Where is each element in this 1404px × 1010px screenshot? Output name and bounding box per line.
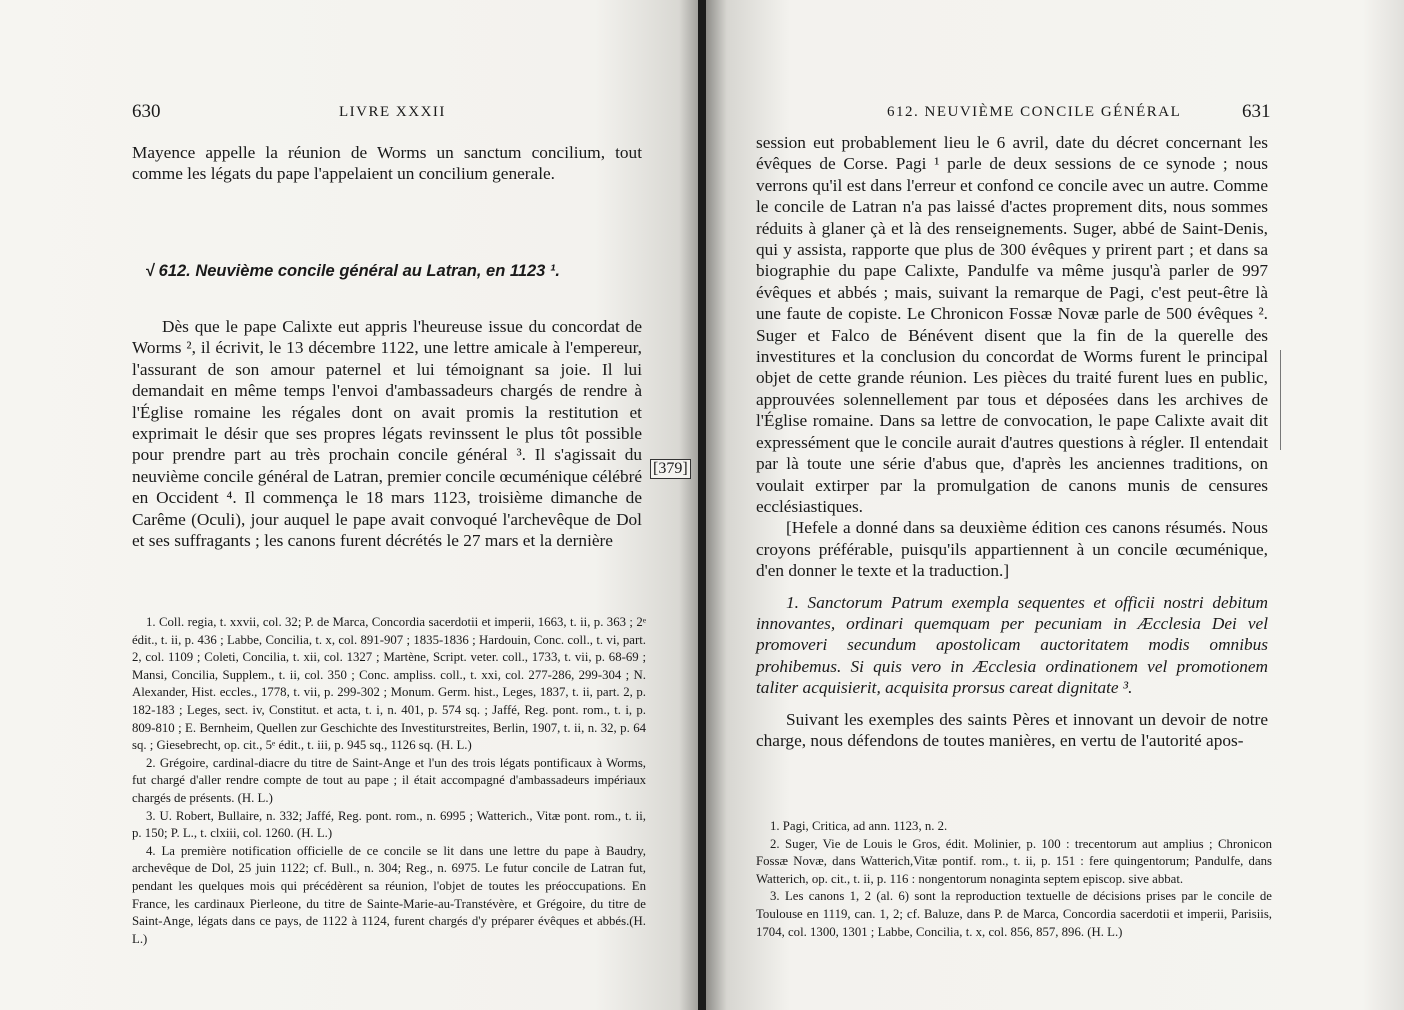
main-paragraph-text: Dès que le pape Calixte eut appris l'heureuse issue du concordat de Worms ², il écrivit, le 13 décembre 1122, une lettre amicale à l'empereur, l'assurant de son amour paternel et lui témoignant sa joie. Il lui demandait en même temps l'envoi d'ambassadeurs chargés de rendre à l'Église romaine les régales dont on avait promis la restitution et exprimait le désir que ses propres légats revinssent le plus tôt possible pour prendre part au très prochain concile général ³. Il s'agissait du neuvième concile général de Latran, premier concile œcuménique célébré en Occident ⁴. Il commença le 18 mars 1123, troisième dimanche de Carême (Oculi), jour auquel le pape avait convoqué l'archevêque de Dol et ses suffragants ; les canons furent décrétés le 27 mars et la dernière: [132, 317, 643, 551]
left-footnotes: [132, 614, 646, 948]
section-heading: √ 612. Neuvième concile général au Latran, en 1123 ¹.: [145, 262, 561, 280]
right-page-number: 631: [1242, 101, 1271, 122]
footnote: 3. U. Robert, Bullaire, n. 332; Jaffé, Reg. pont. rom., n. 6995 ; Watterich., Vitæ pont. rom., t. ii, p. 150; P. L., t. clxiii, col. 1260. (H. L.): [132, 808, 646, 841]
footnote: 4. La première notification officielle de ce concile se lit dans une lettre du pape à Baudry, archevêque de Dol, 25 juin 1122; cf. Bull., n. 304; Reg., n. 6975. Le futur concile de Latran fut, pendant les quelques mois qui précédèrent sa réunion, l'objet de toutes les préoccupations. En France, les cardinaux Pierleone, du titre de Sainte-Marie-au-Transtévère, et Grégoire, du titre de Saint-Ange, légats dans ce pays, de 1122 à 1124, furent chargés d'y préparer évêques et abbés.(H. L.): [132, 843, 646, 946]
paragraph-3: Suivant les exemples des saints Pères et innovant un devoir de notre charge, nous défendons de toutes manières, en vertu de l'autorité apos-: [756, 709, 1268, 750]
margin-reference: [379]: [650, 459, 691, 479]
footnote: 2. Suger, Vie de Louis le Gros, édit. Molinier, p. 100 : trecentorum aut amplius ; Chronicon Fossæ Novæ, dans Watterich,Vitæ pontif. rom., t. ii, p. 151 : fere quingentorum; Pandulfe, dans Watterich, op. cit., t. ii, p. 116 : nongentorum nonaginta septem episcop. sive abbat.: [756, 836, 1272, 886]
canon-latin: 1. Sanctorum Patrum exempla sequentes et officii nostri debitum innovantes, ordinari quemquam per pecuniam in Æcclesia Dei vel promoveri secundum apostolicam auctoritatem modis omnibus prohibemus. Si quis vero in Æcclesia ordinationem vel promotionem taliter acquisierit, acquisita prorsus careat dignitate ³.: [756, 592, 1268, 698]
footnote: 1. Coll. regia, t. xxvii, col. 32; P. de Marca, Concordia sacerdotii et imperii, 1663, t. ii, p. 363 ; 2ᵉ édit., t. ii, p. 436 ; Labbe, Concilia, t. x, col. 891-907 ; 1835-1836 ; Hardouin, Conc. coll., t. vi, part. 2, col. 1109 ; Coleti, Concilia, t. xii, col. 1327 ; Martène, Script. veter. coll., 1733, t. vii, p. 68-69 ; Mansi, Concilia, Supplem., t. ii, col. 350 ; Conc. ampliss. coll., t. xxi, col. 277-286, 299-304 ; N. Alexander, Hist. eccles., 1778, t. vii, p. 299-302 ; Monum. Germ. hist., Leges, 1837, t. ii, part. 2, p. 182-183 ; Leges, sect. iv, Constitut. et acta, t. i, n. 401, p. 574 sq. ; Jaffé, Reg. pont. rom., t. i, p. 809-810 ; E. Bernheim, Quellen zur Geschichte des Investiturstreites, Berlin, 1907, t. ii, n. 32, p. 64 sq. ; Giesebrecht, op. cit., 5ᵉ édit., t. iii, p. 945 sq., 1126 sq. (H. L.): [132, 615, 646, 753]
left-main-paragraph: [132, 316, 642, 551]
right-page: [706, 0, 1404, 1010]
right-body: [756, 132, 1268, 751]
left-running-head: LIVRE XXXII: [339, 104, 446, 120]
footnote: 3. Les canons 1, 2 (al. 6) sont la reproduction textuelle de décisions prises par le concile de Toulouse en 1119, can. 1, 2; cf. Baluze, dans P. de Marca, Concordia sacerdotii et imperii, Parisiis, 1704, col. 1300, 1301 ; Labbe, Concilia, t. x, col. 856, 857, 896. (H. L.): [756, 889, 1272, 939]
paragraph-1: session eut probablement lieu le 6 avril, date du décret concernant les évêques de Corse. Pagi ¹ parle de deux sessions de ce synode ; nous verrons qu'il est dans l'erreur et confond ce concile avec un autre. Comme le concile de Latran n'a pas laissé d'actes proprement dits, nous sommes réduits à glaner çà et là des renseignements. Suger, abbé de Saint-Denis, qui y assista, rapporte que plus de 300 évêques y prirent part ; et dans sa biographie du pape Calixte, Pandulfe va même jusqu'à parler de 997 évêques et abbés ; mais, suivant la remarque de Pagi, c'est peut-être là une faute de copiste. Le Chronicon Fossæ Novæ parle de 500 évêques ². Suger et Falco de Bénévent disent que la fin de la querelle des investitures et la conclusion du concordat de Worms furent le principal objet de cette grande réunion. Les pièces du traité furent lues en public, approuvées solennellement par tous et déposées dans les archives de l'Église romaine. Dans sa lettre de convocation, le pape Calixte avait dit expressément que le concile aurait d'autres questions à régler. Il entendait par là toute une série d'abus que, d'après les anciennes traditions, on voulait extirper par la promulgation de canons munis de censures ecclésiastiques.: [756, 133, 1268, 516]
paragraph-2: [Hefele a donné dans sa deuxième édition ces canons résumés. Nous croyons préférable, puisqu'ils appartiennent à un concile œcuménique, d'en donner le texte et la traduction.]: [756, 518, 1268, 581]
right-footnotes: [756, 818, 1272, 941]
left-page: [0, 0, 700, 1010]
footnote: 2. Grégoire, cardinal-diacre du titre de Saint-Ange et l'un des trois légats pontificaux à Worms, fut chargé d'aller rendre compte de tout au pape ; il était accompagné d'ambassadeurs impériaux chargés de présents. (H. L.): [132, 755, 646, 805]
footnote: 1. Pagi, Critica, ad ann. 1123, n. 2.: [770, 819, 948, 833]
opening-paragraph-text: Mayence appelle la réunion de Worms un sanctum concilium, tout comme les légats du pape l'appelaient un concilium generale.: [132, 143, 642, 184]
left-opening-paragraph: [132, 142, 642, 185]
right-running-head: 612. NEUVIÈME CONCILE GÉNÉRAL: [887, 104, 1182, 120]
pencil-margin-mark: [1280, 350, 1281, 450]
left-page-number: 630: [132, 101, 161, 122]
